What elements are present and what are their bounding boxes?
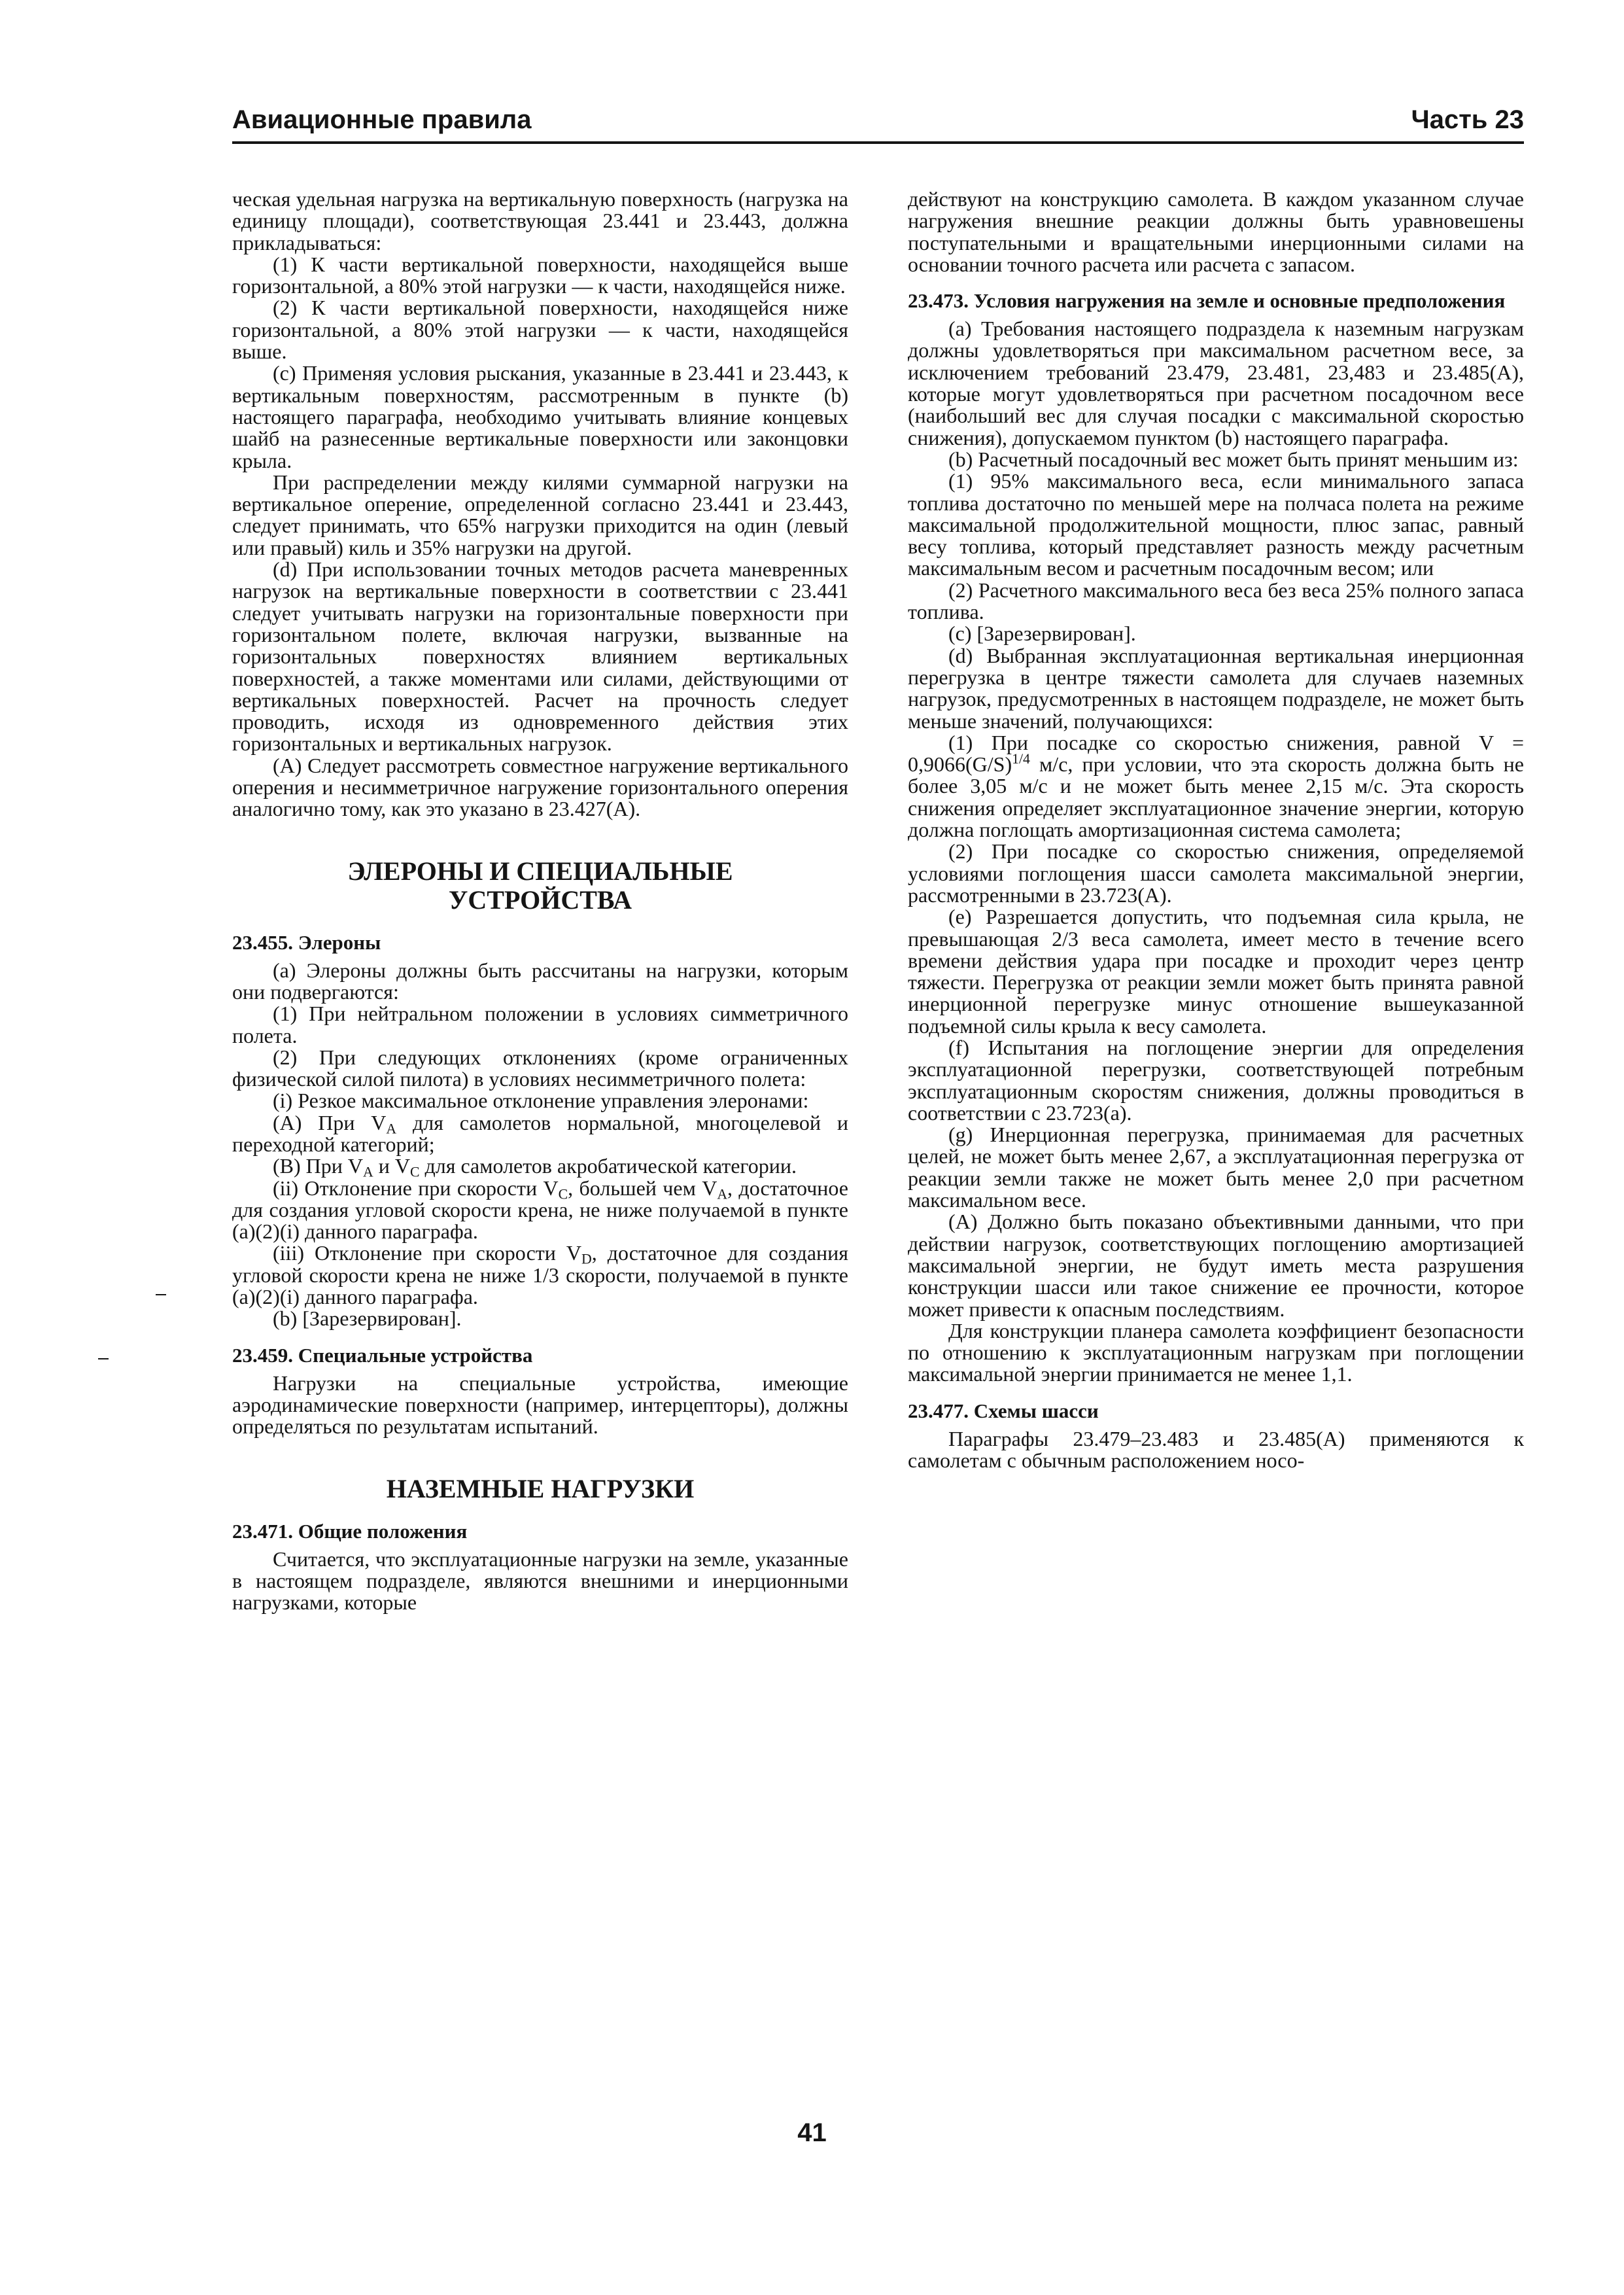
paragraph: (c) Применяя условия рыскания, указанные в 23.441 и 23.443, к вертикальным поверхностям, рассмотренным в пункте (b) настоящего параграфа, необходимо учитывать влияние концевых шайб на разнесенные вертикальные поверхности или законцовки крыла. — [232, 361, 848, 472]
paragraph: (b) [Зарезервирован]. — [273, 1306, 462, 1331]
paragraph: (1) К части вертикальной поверхности, находящейся выше горизонтальной, а 80% этой нагрузки — к части, находящейся ниже. — [232, 252, 848, 298]
text-run: (1) При посадке со скоростью снижения, равной V = 0,9066(G/S) — [908, 730, 1524, 777]
section-title-ailerons — [232, 857, 848, 915]
paragraph: (2) К части вертикальной поверхности, находящейся ниже горизонтальной, а 80% этой нагрузки — к части, находящейся выше. — [232, 296, 848, 364]
paragraph: Для конструкции планера самолета коэффициент безопасности по отношению к эксплуатационным нагрузкам при поглощении максимальной энергии принимается не менее 1,1. — [908, 1318, 1524, 1386]
paragraph: действуют на конструкцию самолета. В каждом указанном случае нагружения внешние реакции должны быть уравновешены поступательными и вращательными инерционными силами на основании точного расчета или расчета с запасом. — [908, 187, 1524, 276]
paragraph — [908, 732, 1524, 841]
paragraph — [232, 1242, 848, 1308]
paragraph: Считается, что эксплуатационные нагрузки на земле, указанные в настоящем подразделе, являются внешними и инерционными нагрузками, которые — [232, 1547, 848, 1615]
paragraph: (1) 95% максимального веса, если минимального запаса топлива достаточно по меньшей мере на полчаса полета на режиме максимальной продолжительной мощности, плюс запас, равный весу топлива, который представляет разность между расчетным максимальным весом и расчетным посадочным весом; или — [908, 469, 1524, 580]
paragraph: (d) Выбранная эксплуатационная вертикальная инерционная перегрузка в центре тяжести самолета для случаев наземных нагрузок, предусмотренных в настоящем подразделе, не может быть меньше значений, получающихся: — [908, 643, 1524, 733]
text-run: и V — [373, 1154, 410, 1178]
text-run: (B) При V — [273, 1154, 363, 1178]
margin-mark — [156, 1294, 166, 1295]
paragraph: (a) Требования настоящего подраздела к наземным нагрузкам должны удовлетворяться при максимальном расчетном весе, за исключением требований 23.479, 23.481, 23,483 и 23.485(A), которые могут удовлетворяться при расчетном посадочном весе (наибольший вес для случая посадки с максимальной скоростью снижения), допускаемом пунктом (b) настоящего параграфа. — [908, 317, 1524, 449]
subsection-title-23-459: 23.459. Специальные устройства — [232, 1343, 533, 1367]
text-run: (ii) Отклонение при скорости V — [273, 1176, 559, 1200]
paragraph: (e) Разрешается допустить, что подъемная сила крыла, не превышающая 2/3 веса самолета, имеет место в течение всего времени действия удара при посадке и проходит через центр тяжести. Перегрузка от реакции земли может быть принята равной инерционной перегрузке минус отношение вышеуказанной подъемной силы крыла к весу самолета. — [908, 905, 1524, 1038]
text-run: , большей чем V — [568, 1176, 717, 1200]
subsection-title-23-471: 23.471. Общие положения — [232, 1519, 468, 1543]
header-title-left: Авиационные правила — [232, 105, 532, 134]
subscript: A — [717, 1186, 728, 1202]
right-column — [908, 188, 1524, 1471]
paragraph: (2) При следующих отклонениях (кроме ограниченных физической силой пилота) в условиях несимметричного полета: — [232, 1045, 848, 1091]
paragraph: Параграфы 23.479–23.483 и 23.485(A) применяются к самолетам с обычным расположением носо- — [908, 1426, 1524, 1473]
paragraph: (A) Следует рассмотреть совместное нагружение вертикального оперения и несимметричное нагружение горизонтального оперения аналогично тому, как это указано в 23.427(A). — [232, 753, 848, 821]
paragraph: (c) [Зарезервирован]. — [948, 622, 1136, 646]
paragraph: (d) При использовании точных методов расчета маневренных нагрузок на вертикальные поверхности в соответствии с 23.441 следует учитывать нагрузки на горизонтальные поверхности при горизонтальном полете, включая нагрузки, вызванные на горизонтальных поверхностях влиянием вертикальных поверхностей, а также моментами или силами, действующими от вертикальных поверхностей. Расчет на прочность следует проводить, исходя из одновременного действия этих горизонтальных и вертикальных нагрузок. — [232, 557, 848, 756]
paragraph: (2) При посадке со скоростью снижения, определяемой условиями поглощения шасси самолета максимальной энергии, рассмотренными в 23.723(A). — [908, 839, 1524, 907]
text-run: для самолетов нормальной, многоцелевой и переходной категорий; — [232, 1110, 849, 1156]
page-number: 41 — [797, 2118, 827, 2147]
paragraph: (f) Испытания на поглощение энергии для определения эксплуатационной перегрузки, соответствующей потребным эксплуатационным скоростям снижения, должны проводиться в соответствии с 23.723(a). — [908, 1035, 1524, 1125]
left-column — [232, 188, 848, 1613]
subscript: D — [581, 1251, 592, 1267]
subscript: A — [386, 1121, 397, 1137]
paragraph — [232, 1112, 848, 1156]
paragraph: (g) Инерционная перегрузка, принимаемая для расчетных целей, не может быть менее 2,67, а эксплуатационная перегрузка от реакции земли также не может быть менее 2,0 при расчетном максимальном весе. — [908, 1123, 1524, 1212]
paragraph: (1) При нейтральном положении в условиях симметричного полета. — [232, 1002, 848, 1047]
section-title-ground-loads: НАЗЕМНЫЕ НАГРУЗКИ — [386, 1473, 695, 1503]
text-run: (iii) Отклонение при скорости V — [273, 1241, 581, 1265]
paragraph: При распределении между килями суммарной нагрузки на вертикальное оперение, определенной согласно 23.441 и 23.443, следует принимать, что 65% нагрузки приходится на один (левый или правый) киль и 35% нагрузки на другой. — [232, 470, 848, 559]
paragraph: (a) Элероны должны быть рассчитаны на нагрузки, которым они подвергаются: — [232, 958, 848, 1004]
margin-mark — [98, 1358, 109, 1359]
text-run: , достаточное для создания угловой скорости крена, не ниже получаемой в пункте (a)(2)(i) данного параграфа. — [232, 1176, 849, 1244]
superscript: 1/4 — [1012, 751, 1030, 767]
text-run: (A) При V — [273, 1110, 387, 1134]
text-run: для самолетов акробатической категории. — [419, 1154, 797, 1178]
header-title-right: Часть 23 — [1411, 105, 1524, 134]
text-run: , достаточное для создания угловой скорости крена не ниже 1/3 скорости, получаемой в пункте (a)(2)(i) данного параграфа. — [232, 1241, 849, 1309]
paragraph: ческая удельная нагрузка на вертикальную поверхность (нагрузка на единицу площади), соответствующая 23.441 и 23.443, должна прикладываться: — [232, 187, 848, 254]
paragraph: (b) Расчетный посадочный вес может быть принят меньшим из: — [948, 447, 1519, 471]
subsection-title-23-455: 23.455. Элероны — [232, 930, 381, 954]
paragraph — [232, 1154, 848, 1180]
subsection-title-23-473: 23.473. Условия нагружения на земле и основные предположения — [908, 289, 1506, 313]
subscript: A — [363, 1164, 373, 1180]
paragraph: (2) Расчетного максимального веса без веса 25% полного запаса топлива. — [908, 578, 1524, 624]
paragraph: (A) Должно быть показано объективными данными, что при действии нагрузок, соответствующих поглощению амортизацией максимальной энергии, не будут иметь места разрушения конструкции шасси или такое снижение ее прочности, которое может привести к опасным последствиям. — [908, 1210, 1524, 1321]
running-header — [232, 99, 1524, 144]
paragraph: Нагрузки на специальные устройства, имеющие аэродинамические поверхности (например, интерцепторы), должны определяться по результатам испытаний. — [232, 1371, 848, 1439]
section-title-line: УСТРОЙСТВА — [449, 885, 632, 915]
paragraph: (i) Резкое максимальное отклонение управления элеронами: — [273, 1089, 809, 1113]
text-run: м/с, при условии, что эта скорость должна быть не более 3,05 м/с и не может быть менее 2,15 м/с. Эта скорость снижения определяет эксплуатационное значение энергии, которую должна поглощать амортизационная система самолета; — [908, 752, 1524, 842]
paragraph — [232, 1178, 848, 1243]
subscript: C — [558, 1186, 568, 1202]
section-title-line: ЭЛЕРОНЫ И СПЕЦИАЛЬНЫЕ — [347, 856, 733, 886]
subscript: C — [409, 1164, 420, 1180]
subsection-title-23-477: 23.477. Схемы шасси — [908, 1399, 1099, 1422]
